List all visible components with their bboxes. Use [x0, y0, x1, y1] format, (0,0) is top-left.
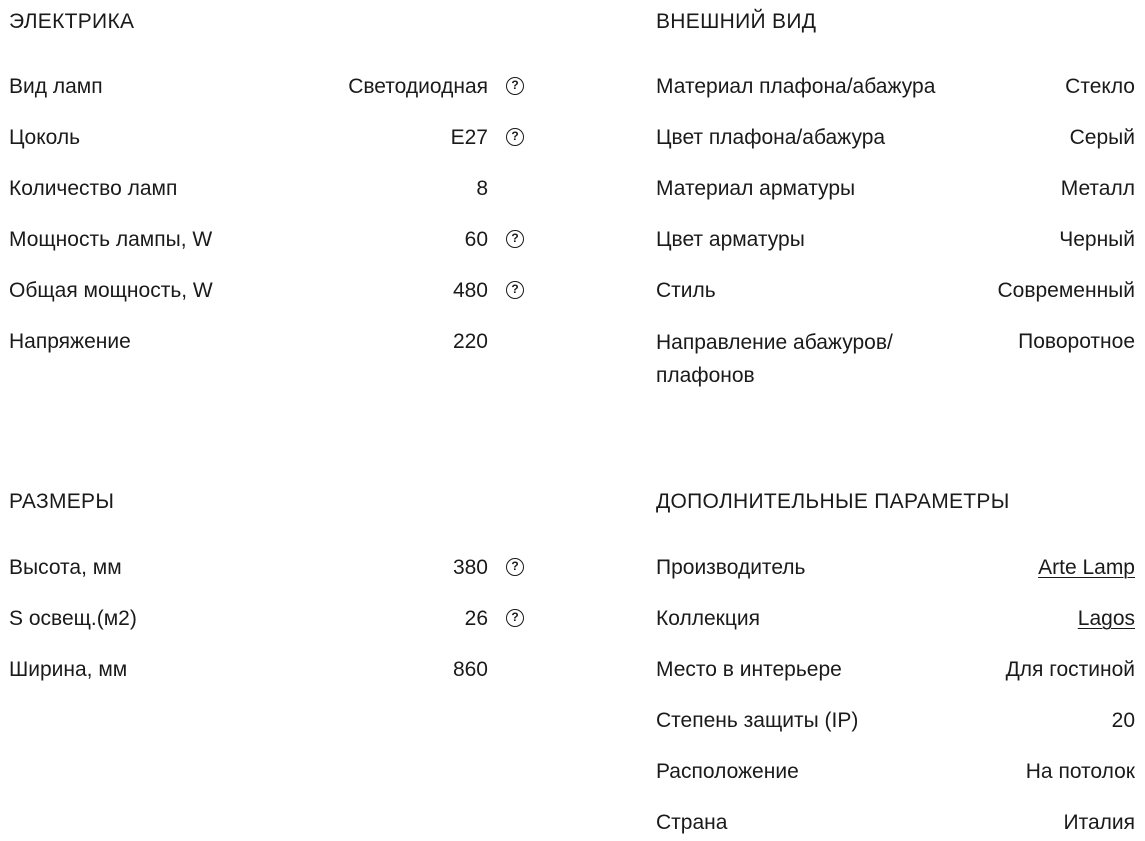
spec-row-shade-color	[656, 123, 1135, 153]
spec-row-style	[656, 276, 1135, 306]
spec-row-frame-color	[656, 225, 1135, 255]
spec-row-lamp-count	[9, 174, 488, 204]
spec-value: 26	[464, 607, 488, 630]
spec-row-lamp-power	[9, 225, 488, 255]
help-icon[interactable]: ?	[506, 230, 524, 248]
electrics-title: ЭЛЕКТРИКА	[9, 10, 135, 33]
spec-row-placement	[656, 757, 1135, 787]
spec-row-interior-place	[656, 655, 1135, 685]
spec-value-wrap	[1038, 553, 1135, 583]
spec-label: S освещ.(м2)	[9, 607, 137, 630]
spec-row-frame-material	[656, 174, 1135, 204]
spec-value-wrap	[1078, 604, 1135, 634]
spec-value: E27	[450, 126, 488, 149]
help-icon[interactable]: ?	[506, 281, 524, 299]
spec-label: Мощность лампы, W	[9, 228, 213, 251]
spec-label: Коллекция	[656, 607, 760, 630]
spec-value: Металл	[1060, 177, 1135, 200]
spec-row-country	[656, 808, 1135, 838]
spec-label: Напряжение	[9, 330, 131, 353]
spec-label: Цвет плафона/абажура	[656, 126, 886, 149]
spec-value: Современный	[997, 279, 1135, 302]
spec-row-collection	[656, 604, 1135, 634]
spec-row-voltage	[9, 327, 488, 357]
spec-value: 480	[452, 279, 488, 302]
spec-row-ip-rating	[656, 706, 1135, 736]
spec-label: Страна	[656, 811, 728, 834]
spec-row-socket	[9, 123, 488, 153]
electrics-section	[9, 10, 529, 390]
spec-label: Ширина, мм	[9, 658, 128, 681]
spec-value: Светодиодная	[348, 75, 488, 98]
spec-label: Высота, мм	[9, 556, 122, 579]
spec-value: 380	[452, 556, 488, 579]
spec-label: Материал плафона/абажура	[656, 75, 936, 98]
spec-label: Степень защиты (IP)	[656, 709, 859, 732]
extra-params-section	[656, 490, 1135, 841]
spec-label: Цоколь	[9, 126, 81, 149]
spec-value: Стекло	[1065, 75, 1135, 98]
help-icon[interactable]: ?	[506, 558, 524, 576]
help-icon[interactable]: ?	[506, 77, 524, 95]
spec-value: Черный	[1059, 228, 1135, 251]
spec-value: 860	[452, 658, 488, 681]
spec-row-width	[9, 655, 488, 685]
spec-label: Направление абажуров/ плафонов	[656, 331, 893, 387]
spec-value: 8	[476, 177, 488, 200]
spec-value: Поворотное	[1018, 330, 1135, 353]
spec-row-light-area	[9, 604, 488, 634]
spec-label: Общая мощность, W	[9, 279, 213, 302]
help-icon[interactable]: ?	[506, 128, 524, 146]
spec-value: Серый	[1069, 126, 1135, 149]
spec-row-lamp-type	[9, 72, 488, 102]
spec-label: Цвет арматуры	[656, 228, 805, 251]
spec-row-total-power	[9, 276, 488, 306]
spec-label: Стиль	[656, 279, 716, 302]
spec-label: Вид ламп	[9, 75, 103, 98]
spec-value: Италия	[1063, 811, 1135, 834]
spec-label: Количество ламп	[9, 177, 178, 200]
spec-value: 220	[452, 330, 488, 353]
spec-row-shade-direction	[656, 327, 1135, 393]
spec-label: Материал арматуры	[656, 177, 856, 200]
spec-value: 60	[464, 228, 488, 251]
manufacturer-link[interactable]: Arte Lamp	[1038, 556, 1135, 579]
sizes-title: РАЗМЕРЫ	[9, 490, 115, 513]
sizes-section	[9, 490, 529, 710]
spec-row-manufacturer	[656, 553, 1135, 583]
spec-label: Расположение	[656, 760, 799, 783]
spec-label: Место в интерьере	[656, 658, 842, 681]
spec-value: 20	[1111, 709, 1135, 732]
appearance-section	[656, 10, 1135, 400]
spec-row-shade-material	[656, 72, 1135, 102]
collection-link[interactable]: Lagos	[1077, 607, 1135, 630]
extra-params-title: ДОПОЛНИТЕЛЬНЫЕ ПАРАМЕТРЫ	[656, 490, 1010, 513]
appearance-title: ВНЕШНИЙ ВИД	[656, 10, 817, 33]
spec-label: Производитель	[656, 556, 806, 579]
help-icon[interactable]: ?	[506, 609, 524, 627]
spec-value: Для гостиной	[1005, 658, 1135, 681]
spec-row-height	[9, 553, 488, 583]
spec-value: На потолок	[1025, 760, 1135, 783]
